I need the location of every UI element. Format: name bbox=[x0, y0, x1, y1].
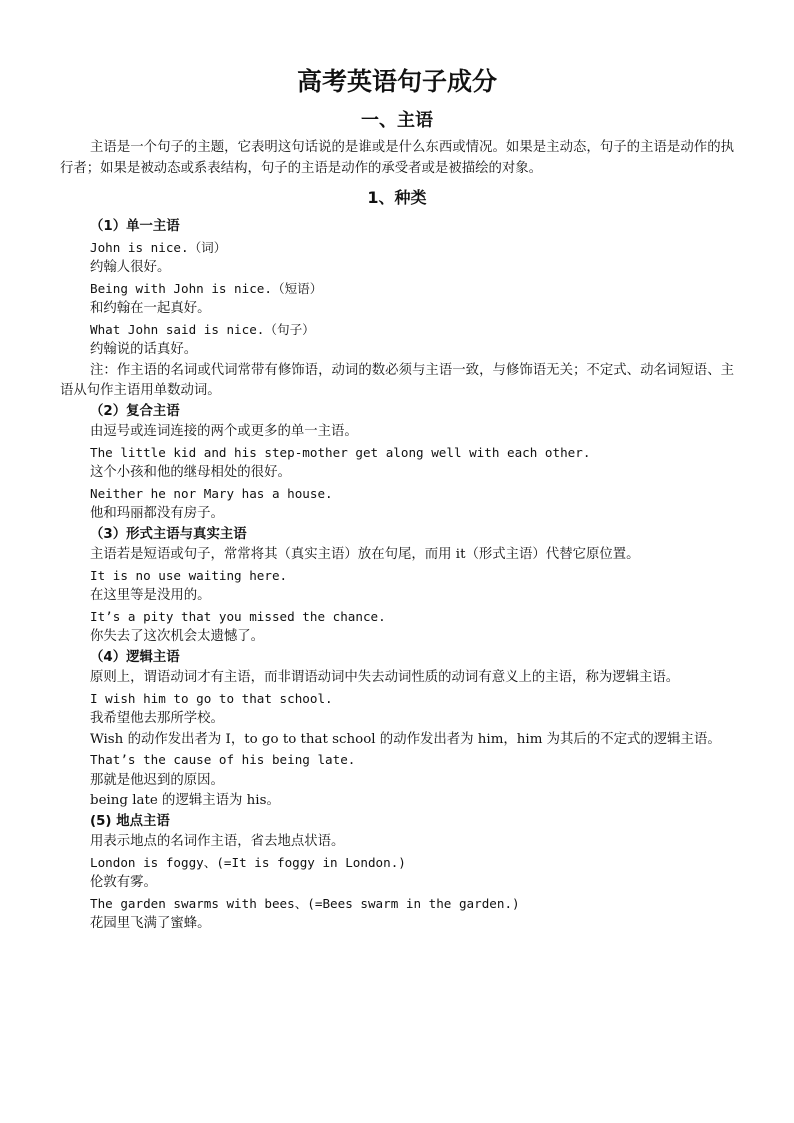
heading-simple-subject: （1）单一主语 bbox=[90, 219, 180, 234]
example-sentence: It is no use waiting here. bbox=[90, 567, 288, 583]
description: 用表示地点的名词作主语，省去地点状语。 bbox=[90, 834, 345, 849]
heading-logical-subject: （4）逻辑主语 bbox=[90, 649, 180, 665]
example-sentence: The garden swarms with bees、(=Bees swarm in the garden.) bbox=[90, 895, 520, 911]
translation: 约翰说的话真好。 bbox=[90, 342, 198, 357]
example-sentence: That’s the cause of his being late. bbox=[90, 752, 356, 767]
translation: 那就是他迟到的原因。 bbox=[90, 772, 224, 788]
example-sentence: Neither he nor Mary has a house. bbox=[90, 485, 333, 501]
description: 原则上，谓语动词才有主语，而非谓语动词中失去动词性质的动词有意义上的主语，称为逻辑主语。 bbox=[90, 670, 680, 685]
example-sentence: I wish him to go to that school. bbox=[90, 690, 333, 706]
subsection-heading-types: 1、种类 bbox=[367, 188, 427, 207]
heading-compound-subject: （2）复合主语 bbox=[90, 403, 180, 419]
note-paragraph: 注：作主语的名词或代词常带有修饰语，动词的数必须与主语一致，与修饰语无关；不定式、动名词短语、主语从句作主语用单数动词。 bbox=[60, 362, 734, 398]
description: 由逗号或连词连接的两个或更多的单一主语。 bbox=[90, 424, 358, 439]
translation: 伦敦有雾。 bbox=[90, 875, 157, 890]
note-line: being late 的逻辑主语为 his。 bbox=[90, 793, 280, 808]
description: 主语若是短语或句子，常常将其（真实主语）放在句尾，而用 it（形式主语）代替它原位置。 bbox=[90, 547, 640, 562]
example-sentence: London is foggy、(=It is foggy in London.) bbox=[90, 854, 406, 870]
example-sentence: It’s a pity that you missed the chance. bbox=[90, 608, 386, 624]
note-paragraph: Wish 的动作发出者为 I，to go to that school 的动作发出者为 him，him 为其后的不定式的逻辑主语。 bbox=[90, 731, 721, 747]
translation: 和约翰在一起真好。 bbox=[90, 301, 211, 316]
translation: 你失去了这次机会太遗憾了。 bbox=[90, 629, 265, 644]
intro-paragraph: 主语是一个句子的主题，它表明这句话说的是谁或是什么东西或情况。如果是主动态，句子的主语是动作的执行者；如果是被动态或系表结构，句子的主语是动作的承受者或是被描绘的对象。 bbox=[60, 140, 734, 176]
translation: 这个小孩和他的继母相处的很好。 bbox=[90, 465, 291, 480]
translation: 在这里等是没用的。 bbox=[90, 588, 211, 603]
translation: 他和玛丽都没有房子。 bbox=[90, 506, 224, 521]
document-title: 高考英语句子成分 bbox=[296, 67, 497, 96]
translation: 约翰人很好。 bbox=[90, 260, 171, 275]
translation: 花园里飞满了蜜蜂。 bbox=[90, 916, 211, 931]
translation: 我希望他去那所学校。 bbox=[90, 711, 224, 726]
example-sentence: John is nice.（词） bbox=[90, 239, 227, 255]
example-sentence: The little kid and his step-mother get along well with each other. bbox=[90, 444, 591, 460]
example-sentence: Being with John is nice.（短语） bbox=[90, 280, 323, 296]
example-sentence: What John said is nice.（句子） bbox=[90, 321, 315, 337]
section-heading-subject: 一、主语 bbox=[361, 110, 433, 131]
heading-formal-real-subject: （3）形式主语与真实主语 bbox=[90, 526, 247, 542]
heading-place-subject: (5) 地点主语 bbox=[90, 813, 170, 829]
